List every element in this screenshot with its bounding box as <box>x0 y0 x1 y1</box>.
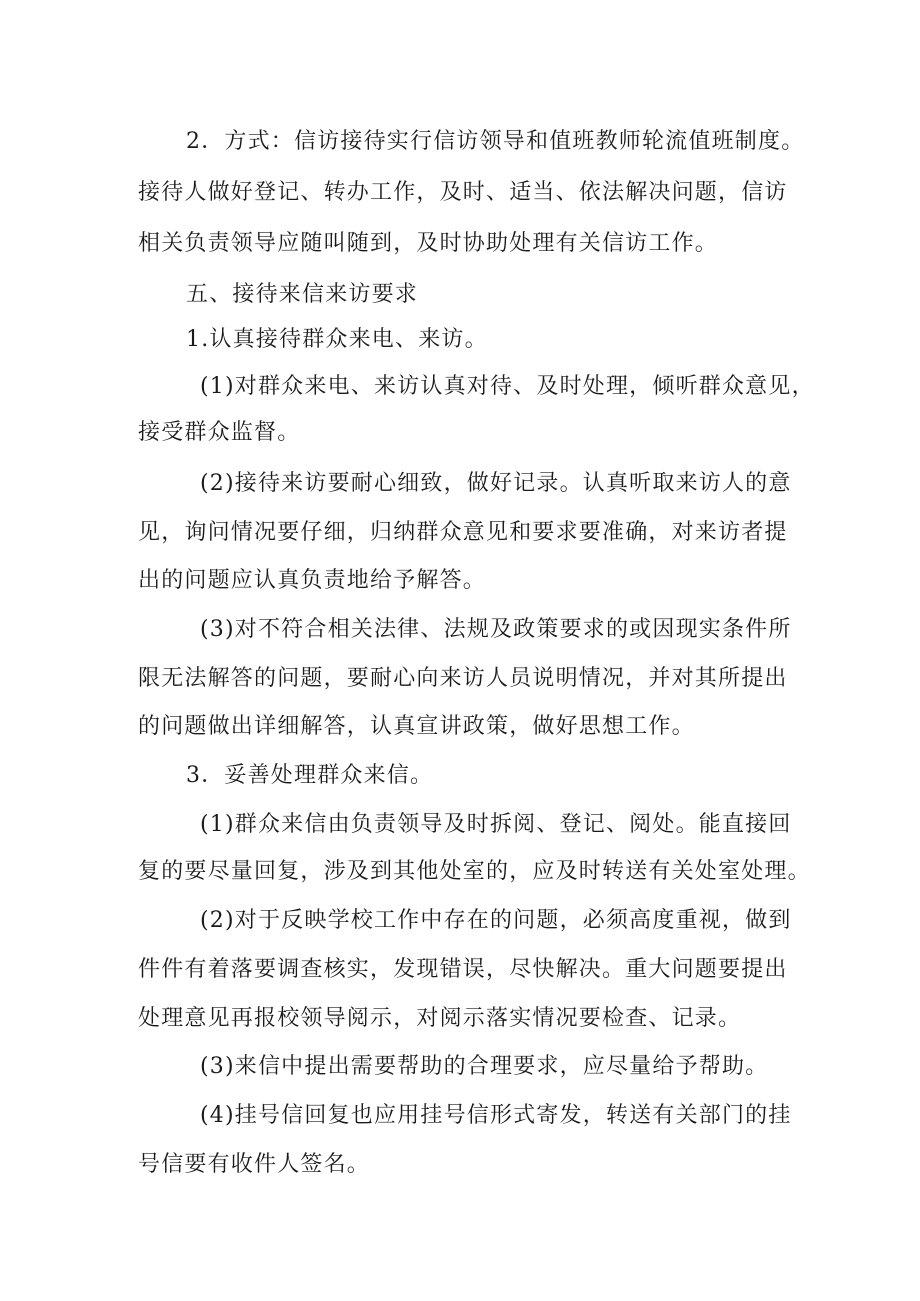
paragraph-line: 接待人做好登记、转办工作，及时、适当、依法解决问题，信访 <box>138 180 788 205</box>
subsection-heading: 3．妥善处理群众来信。 <box>186 763 434 788</box>
paragraph-line: (4)挂号信回复也应用挂号信形式寄发，转送有关部门的挂 <box>200 1103 792 1128</box>
paragraph-line: 的问题做出详细解答，认真宣讲政策，做好思想工作。 <box>138 714 695 739</box>
paragraph-line: 限无法解答的问题，要耐心向来访人员说明情况，并对其所提出 <box>138 666 788 691</box>
paragraph-line: 件件有着落要调查核实，发现错误，尽快解决。重大问题要提出 <box>138 957 788 982</box>
paragraph-line: (3)来信中提出需要帮助的合理要求，应尽量给予帮助。 <box>200 1054 769 1079</box>
paragraph-line: 见，询问情况要仔细，归纳群众意见和要求要准确，对来访者提 <box>138 520 788 545</box>
paragraph-line: (1)群众来信由负责领导及时拆阅、登记、阅处。能直接回 <box>200 812 792 837</box>
paragraph-line: (3)对不符合相关法律、法规及政策要求的或因现实条件所 <box>200 617 792 642</box>
paragraph-line: (2)对于反映学校工作中存在的问题，必须高度重视，做到 <box>200 908 792 933</box>
paragraph-line: (2)接待来访要耐心细致，做好记录。认真听取来访人的意 <box>200 471 792 496</box>
paragraph-line: 2．方式：信访接待实行信访领导和值班教师轮流值班制度。 <box>186 129 805 154</box>
subsection-heading: 1.认真接待群众来电、来访。 <box>186 327 488 352</box>
paragraph-line: 处理意见再报校领导阅示，对阅示落实情况要检查、记录。 <box>138 1006 742 1031</box>
section-heading: 五、接待来信来访要求 <box>186 282 419 307</box>
paragraph-line: 复的要尽量回复，涉及到其他处室的，应及时转送有关处室处理。 <box>138 859 811 884</box>
paragraph-line: 相关负责领导应随叫随到，及时协助处理有关信访工作。 <box>138 231 719 256</box>
paragraph-line: 接受群众监督。 <box>138 420 301 445</box>
paragraph-line: 出的问题应认真负责地给予解答。 <box>138 568 487 593</box>
paragraph-line: 号信要有收件人签名。 <box>138 1152 371 1177</box>
paragraph-line: (1)对群众来电、来访认真对待、及时处理，倾听群众意见， <box>200 374 815 399</box>
